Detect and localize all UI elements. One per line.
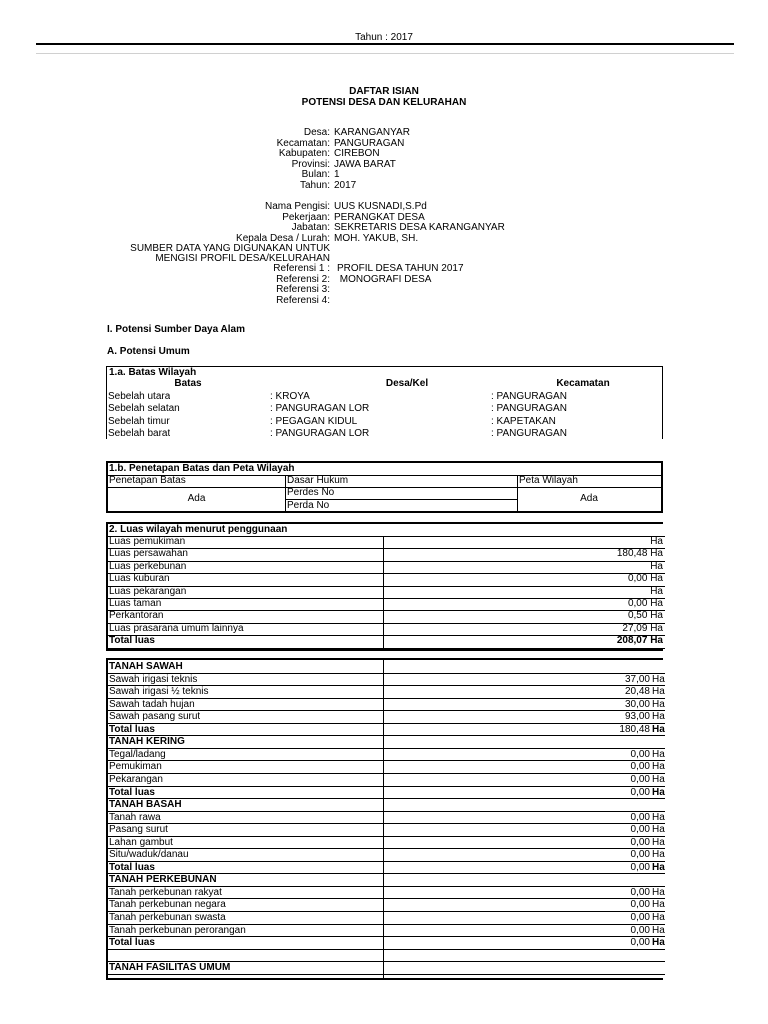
filler-value: MOH. YAKUB, SH. <box>334 232 419 244</box>
luas-label: Luas perkebunan <box>109 560 187 572</box>
penetapan-batas-table <box>106 461 663 513</box>
tanah-label: Tanah rawa <box>109 811 161 823</box>
filler-value: PERANGKAT DESA <box>334 211 425 223</box>
filler-value: SEKRETARIS DESA KARANGANYAR <box>334 222 505 233</box>
batas-wilayah-table <box>106 366 663 439</box>
filler-value: UUS KUSNADI,S.Pd <box>334 201 427 212</box>
luas-label: Luas taman <box>109 598 162 609</box>
luas-value: Ha <box>650 536 663 547</box>
identity-value: KARANGANYAR <box>334 127 410 138</box>
luas-label: Perkantoran <box>109 610 164 622</box>
source-title-line2: MENGISI PROFIL DESA/KELURAHAN <box>155 253 330 264</box>
filler-label: Jabatan: <box>291 222 330 233</box>
tanah-unit: Ha <box>652 673 665 685</box>
tanah-label: Situ/waduk/danau <box>109 849 189 861</box>
tanah-label: Tanah perkebunan negara <box>109 899 226 911</box>
tanah-unit: Ha <box>652 886 665 898</box>
luas-value: 208,07 Ha <box>616 635 663 647</box>
doc-subtitle: POTENSI DESA DAN KELURAHAN <box>301 97 467 108</box>
row-divider <box>108 735 665 736</box>
section-heading-potensi-umum: A. Potensi Umum <box>107 346 190 357</box>
luas-label: Luas prasarana umum lainnya <box>109 622 244 634</box>
identity-label: Provinsi: <box>291 158 330 170</box>
tanah-unit: Ha <box>652 686 665 698</box>
reference-label: Referensi 2: <box>276 273 330 285</box>
batas-wilayah-title: 1.a. Batas Wilayah <box>109 367 197 378</box>
tanah-value: 0,00 <box>630 912 650 923</box>
row-divider <box>108 487 661 488</box>
row-divider <box>108 949 665 950</box>
batas-desa: : PANGURAGAN LOR <box>270 403 370 415</box>
penetapan-batas-value: Ada <box>187 493 206 504</box>
tanah-label: Pemukiman <box>109 761 162 773</box>
filler-label: Pekerjaan: <box>282 211 330 223</box>
identity-label: Tahun: <box>299 179 330 191</box>
tanah-value: 93,00 <box>624 711 650 723</box>
luas-value: Ha <box>650 560 663 572</box>
tanah-value: 0,00 <box>630 773 650 785</box>
tanah-value: 0,00 <box>630 761 650 773</box>
row-divider <box>108 475 661 476</box>
identity-value: PANGURAGAN <box>334 137 405 149</box>
tanah-unit: Ha <box>652 748 665 760</box>
tanah-unit: Ha <box>652 773 665 785</box>
luas-label: Luas pemukiman <box>109 536 186 547</box>
tanah-label: Tanah perkebunan swasta <box>109 912 226 923</box>
tanah-label: Total luas <box>109 723 155 735</box>
luas-value: 0,00 Ha <box>627 598 663 609</box>
luas-label: Luas kuburan <box>109 573 170 585</box>
tanah-label: Sawah tadah hujan <box>109 698 195 710</box>
tanah-label: Sawah pasang surut <box>109 711 201 723</box>
tanah-value: 0,00 <box>630 899 650 911</box>
filler-label: Nama Pengisi: <box>264 201 330 212</box>
tanah-value: 30,00 <box>624 698 650 710</box>
row-divider <box>108 648 665 649</box>
luas-label: Luas persawahan <box>109 548 188 560</box>
luas-value: 180,48 Ha <box>616 548 663 560</box>
tanah-category-heading: TANAH KERING <box>109 736 185 748</box>
tanah-value: 0,00 <box>630 937 650 949</box>
tanah-label: Pasang surut <box>109 824 168 836</box>
header-subrule <box>36 53 734 54</box>
tanah-unit: Ha <box>652 912 665 923</box>
tanah-label: Pekarangan <box>109 773 163 785</box>
luas-wilayah-title: 2. Luas wilayah menurut penggunaan <box>109 524 288 535</box>
tanah-category-heading: TANAH SAWAH <box>109 661 183 672</box>
source-title-line1: SUMBER DATA YANG DIGUNAKAN UNTUK <box>130 243 330 254</box>
luas-label: Luas pekarangan <box>109 585 187 597</box>
col-divider <box>285 475 286 511</box>
penetapan-batas-label: Penetapan Batas <box>109 475 186 486</box>
tanah-value: 0,00 <box>630 748 650 760</box>
tanah-category-heading: TANAH FASILITAS UMUM <box>109 962 231 974</box>
row-divider <box>108 798 665 799</box>
batas-kecamatan: : PANGURAGAN <box>491 403 567 415</box>
tanah-value: 0,00 <box>630 824 650 836</box>
tanah-unit: Ha <box>652 824 665 836</box>
tanah-unit: Ha <box>652 698 665 710</box>
identity-label: Kabupaten: <box>278 148 330 159</box>
filler-label: Kepala Desa / Lurah: <box>236 232 330 244</box>
reference-value: PROFIL DESA TAHUN 2017 <box>337 263 464 274</box>
tanah-unit: Ha <box>652 861 665 873</box>
luas-wilayah-table <box>106 522 663 651</box>
batas-side: Sebelah selatan <box>108 403 180 415</box>
tanah-value: 0,00 <box>630 861 650 873</box>
identity-label: Desa: <box>303 127 330 138</box>
identity-value: 1 <box>334 169 340 180</box>
tanah-category-heading: TANAH PERKEBUNAN <box>109 874 217 886</box>
tanah-value: 0,00 <box>630 811 650 823</box>
dasar-hukum-label: Dasar Hukum <box>287 475 349 486</box>
tanah-value: 37,00 <box>624 673 650 685</box>
reference-label: Referensi 1 : <box>273 263 330 274</box>
batas-desa: : KROYA <box>270 391 310 402</box>
peta-wilayah-label: Peta Wilayah <box>519 475 578 486</box>
tanah-label: Lahan gambut <box>109 836 173 848</box>
batas-side: Sebelah timur <box>108 415 170 427</box>
tanah-value: 0,00 <box>630 886 650 898</box>
tanah-unit: Ha <box>652 786 665 798</box>
batas-col-header: Batas <box>174 378 202 389</box>
tanah-value: 0,00 <box>630 924 650 936</box>
reference-label: Referensi 4: <box>276 294 330 306</box>
kecamatan-col-header: Kecamatan <box>556 378 610 389</box>
batas-kecamatan: : PANGURAGAN <box>491 391 567 402</box>
tanah-label: Tegal/ladang <box>109 748 166 760</box>
penetapan-title: 1.b. Penetapan Batas dan Peta Wilayah <box>109 463 295 474</box>
luas-value: 0,50 Ha <box>627 610 663 622</box>
tanah-unit: Ha <box>652 899 665 911</box>
tanah-label: Total luas <box>109 937 155 949</box>
page-header-year: Tahun : 2017 <box>355 32 413 43</box>
tanah-value: 20,48 <box>624 686 650 698</box>
tanah-label: Sawah irigasi teknis <box>109 673 198 685</box>
tanah-label: Total luas <box>109 786 155 798</box>
luas-label: Total luas <box>109 635 155 647</box>
reference-value: MONOGRAFI DESA <box>337 273 432 285</box>
identity-label: Kecamatan: <box>276 137 330 149</box>
tanah-value: 0,00 <box>630 849 650 861</box>
tanah-value: 0,00 <box>630 836 650 848</box>
batas-kecamatan: : KAPETAKAN <box>491 415 556 427</box>
reference-label: Referensi 3: <box>276 284 330 295</box>
batas-kecamatan: : PANGURAGAN <box>491 427 567 439</box>
identity-value: CIREBON <box>334 148 380 159</box>
row-divider <box>108 974 665 975</box>
tanah-unit: Ha <box>652 849 665 861</box>
identity-value: JAWA BARAT <box>334 158 396 170</box>
tanah-label: Sawah irigasi ½ teknis <box>109 686 209 698</box>
peta-wilayah-value: Ada <box>580 493 598 504</box>
tanah-unit: Ha <box>652 924 665 936</box>
desa-col-header: Desa/Kel <box>385 378 429 389</box>
tanah-table <box>106 658 663 980</box>
luas-value: 27,09 Ha <box>622 622 663 634</box>
batas-side: Sebelah barat <box>108 427 171 439</box>
luas-value: Ha <box>650 585 663 597</box>
tanah-unit: Ha <box>652 811 665 823</box>
identity-value: 2017 <box>334 179 357 191</box>
tanah-label: Tanah perkebunan rakyat <box>109 886 222 898</box>
doc-title: DAFTAR ISIAN <box>349 86 419 97</box>
tanah-unit: Ha <box>652 761 665 773</box>
tanah-unit: Ha <box>652 836 665 848</box>
tanah-unit: Ha <box>652 937 665 949</box>
perdes-label: Perdes No <box>287 487 335 498</box>
tanah-value: 0,00 <box>630 786 650 798</box>
tanah-label: Tanah perkebunan perorangan <box>109 924 246 936</box>
batas-desa: : PEGAGAN KIDUL <box>270 415 358 427</box>
batas-desa: : PANGURAGAN LOR <box>270 427 370 439</box>
tanah-value: 180,48 <box>619 723 650 735</box>
batas-side: Sebelah utara <box>108 391 171 402</box>
tanah-label: Total luas <box>109 861 155 873</box>
tanah-unit: Ha <box>652 723 665 735</box>
tanah-category-heading: TANAH BASAH <box>109 799 182 811</box>
identity-label: Bulan: <box>301 169 330 180</box>
tanah-unit: Ha <box>652 711 665 723</box>
section-heading-sda: I. Potensi Sumber Daya Alam <box>107 324 246 335</box>
header-rule <box>36 43 734 45</box>
luas-value: 0,00 Ha <box>627 573 663 585</box>
perda-label: Perda No <box>287 500 330 511</box>
